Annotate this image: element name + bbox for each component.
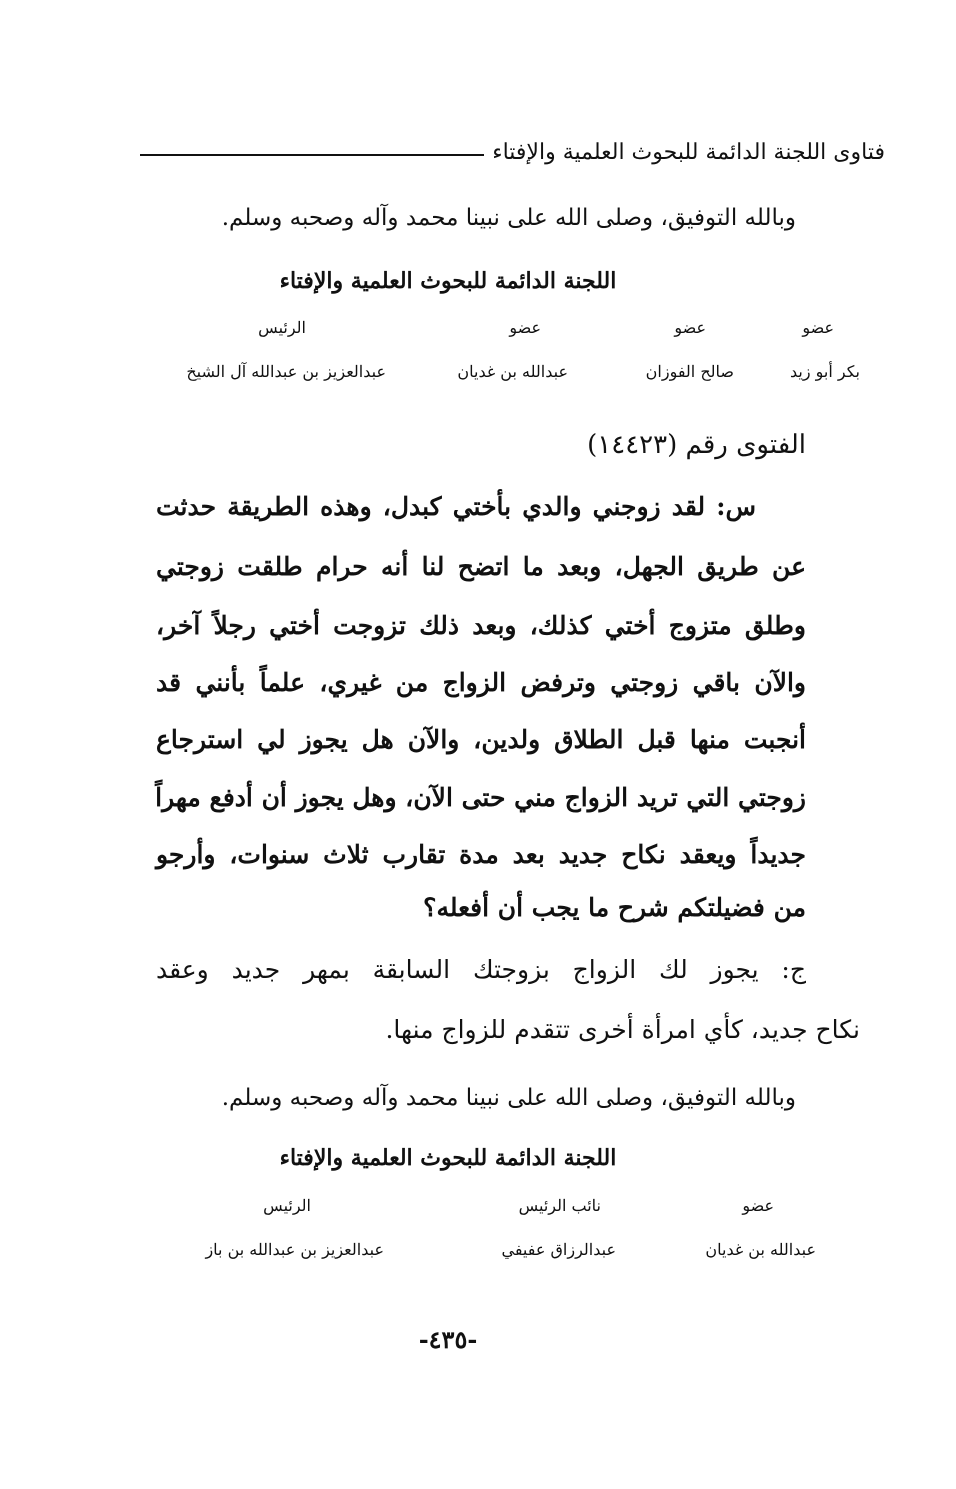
running-header xyxy=(140,132,885,172)
signatory-name: عبدالعزيز بن عبدالله بن باز xyxy=(205,1240,384,1259)
question-line: س: لقد زوجني والدي بأختي كبدل، وهذه الطريقة حدثت xyxy=(156,492,756,521)
question-line: والآن باقي زوجتي وترفض الزواج من غيري، علماً بأنني قد xyxy=(156,668,806,697)
closing-formula-2: وبالله التوفيق، وصلى الله على نبينا محمد وآله وصحبه وسلم. xyxy=(221,1085,796,1111)
signatory-name: عبدالرزاق عفيفي xyxy=(501,1240,616,1259)
signatory-role: الرئيس xyxy=(258,318,306,337)
signatory-role: عضو xyxy=(674,318,706,337)
signatory-role: عضو xyxy=(742,1196,774,1215)
signatory-name: صالح الفوزان xyxy=(645,362,734,381)
signatory-role: عضو xyxy=(802,318,834,337)
question-line: زوجتي التي تريد الزواج مني حتى الآن، وهل يجوز أن أدفع مهراً xyxy=(155,783,806,812)
signatory-name: عبدالعزيز بن عبدالله آل الشيخ xyxy=(186,362,386,381)
header-title: فتاوى اللجنة الدائمة للبحوث العلمية والإفتاء xyxy=(492,139,885,165)
answer-line: ج: يجوز لك الزواج بزوجتك السابقة بمهر جديد وعقد xyxy=(156,955,806,984)
answer-line: نكاح جديد، كأي امرأة أخرى تتقدم للزواج منها. xyxy=(385,1015,860,1044)
question-line: من فضيلتكم شرح ما يجب أن أفعله؟ xyxy=(423,893,806,922)
question-line: جديداً ويعقد نكاح جديد بعد مدة تقارب ثلاث سنوات، وأرجو xyxy=(156,840,806,869)
closing-formula-1: وبالله التوفيق، وصلى الله على نبينا محمد وآله وصحبه وسلم. xyxy=(221,205,796,231)
signatory-role: نائب الرئيس xyxy=(518,1196,601,1215)
question-line: عن طريق الجهل، وبعد ما اتضح لنا أنه حرام طلقت زوجتي xyxy=(156,552,806,581)
question-line: أنجبت منها قبل الطلاق ولدين، والآن هل يجوز لي استرجاع xyxy=(156,725,806,754)
fatwa-number: الفتوى رقم (١٤٤٢٣) xyxy=(587,430,806,460)
signatory-name: بكر أبو زيد xyxy=(789,362,860,381)
header-rule xyxy=(140,154,484,156)
signatory-role: عضو xyxy=(509,318,541,337)
committee-name-2: اللجنة الدائمة للبحوث العلمية والإفتاء xyxy=(279,1145,617,1171)
question-line: وطلق متزوج أختي كذلك، وبعد ذلك تزوجت أختي رجلاً آخر، xyxy=(156,611,806,640)
committee-name-1: اللجنة الدائمة للبحوث العلمية والإفتاء xyxy=(279,268,617,294)
signatory-role: الرئيس xyxy=(263,1196,311,1215)
signatory-name: عبدالله بن غديان xyxy=(457,362,568,381)
signatory-name: عبدالله بن غديان xyxy=(705,1240,816,1259)
page-number: -٤٣٥- xyxy=(418,1325,478,1354)
